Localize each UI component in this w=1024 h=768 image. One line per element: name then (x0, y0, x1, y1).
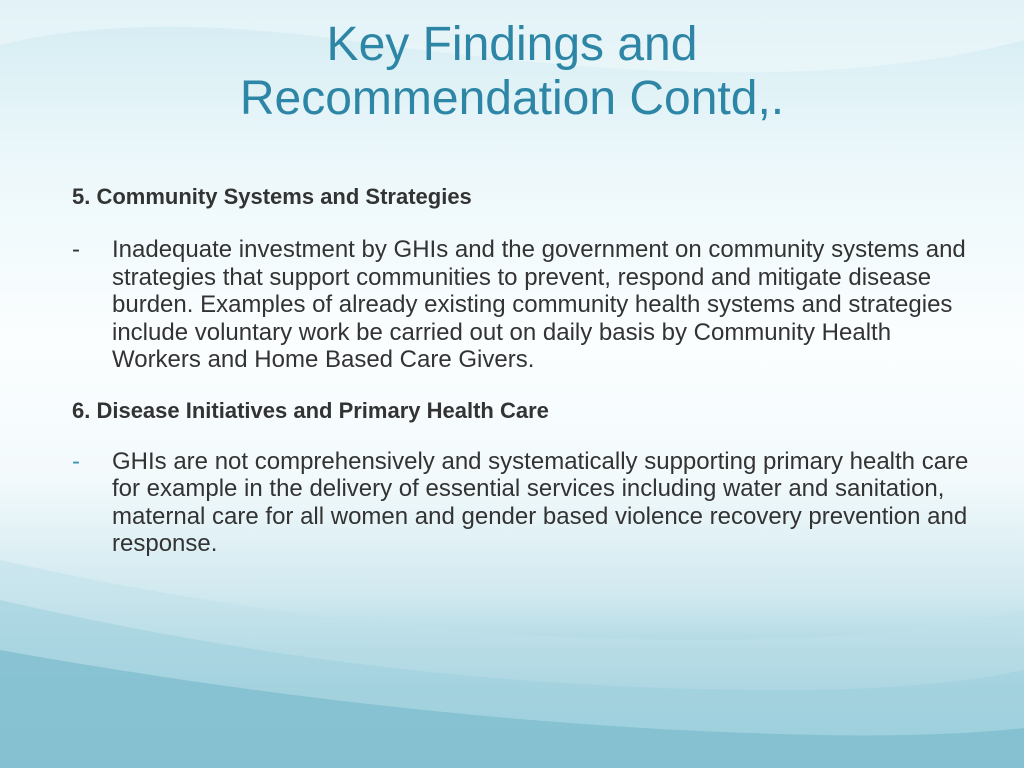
title-line-1: Key Findings and (326, 18, 698, 71)
slide-title (100, 18, 924, 126)
bullet-primary-health-care (72, 448, 972, 558)
slide-body (72, 182, 972, 558)
section-heading-5: 5. Community Systems and Strategies (72, 184, 472, 209)
bullet-text: GHIs are not comprehensively and systematically supporting primary health care for example in the delivery of essential services including water and sanitation, maternal care for all women and gender based violence recovery prevention and response. (112, 447, 969, 557)
title-line-2: Recommendation Contd,. (239, 72, 785, 125)
bullet-marker: - (72, 447, 80, 475)
bullet-text: Inadequate investment by GHIs and the government on community systems and strategies that support communities to prevent, respond and mitigate disease burden. Examples of already existing community health systems and strategies include voluntary work be carried out on daily basis by Community Health Workers and Home Based Care Givers. (112, 236, 966, 373)
bullet-community-systems (72, 236, 972, 374)
bullet-marker: - (72, 236, 80, 263)
section-heading-6: 6. Disease Initiatives and Primary Health Care (72, 397, 549, 423)
